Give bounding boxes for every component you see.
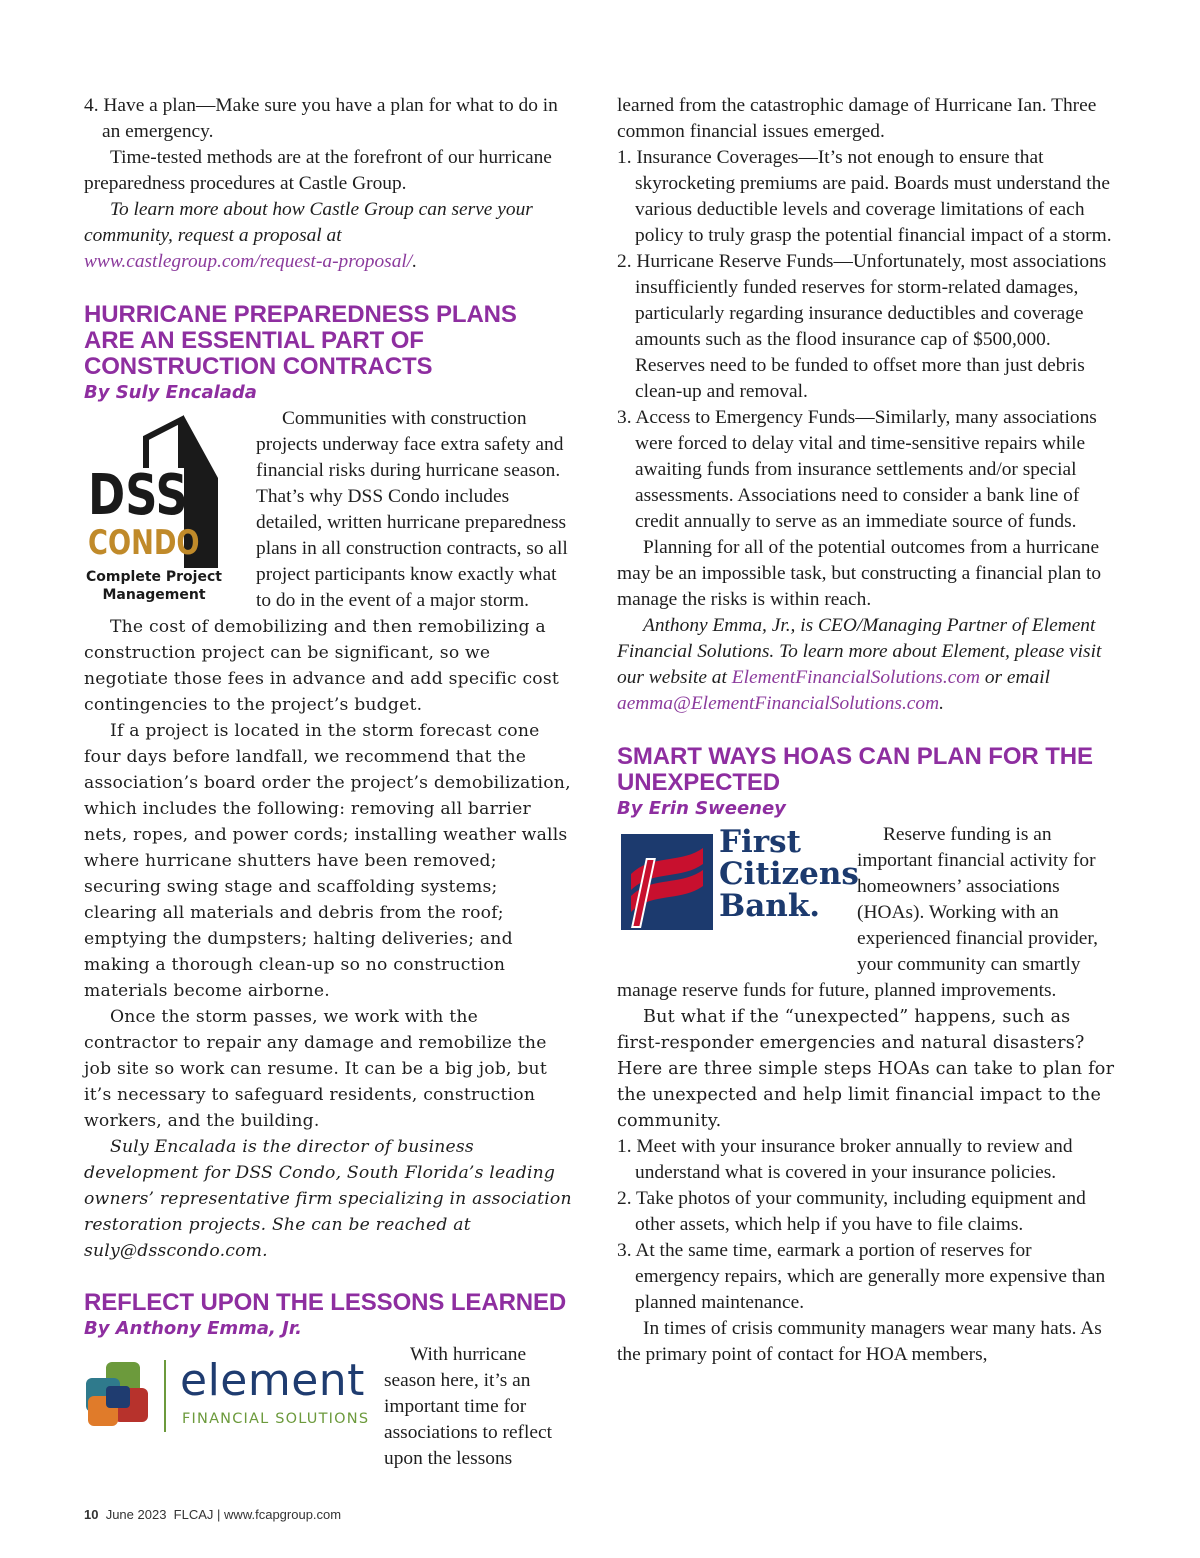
article3-byline: By Erin Sweeney bbox=[617, 798, 786, 819]
first-citizens-line3: Bank. bbox=[719, 888, 821, 924]
left-column bbox=[84, 93, 572, 1472]
article3-paragraph-2: But what if the “unexpected” happens, such as first-responder emergencies and natural disasters? Here are three simple steps HOAs can take to plan for the unexpected and help limit financial impact to the community. bbox=[617, 1007, 1115, 1131]
issue-date: June 2023 bbox=[105, 1507, 167, 1522]
element-divider bbox=[164, 1360, 166, 1432]
page-number: 10 bbox=[84, 1507, 99, 1522]
dss-tagline-line1: Complete Project bbox=[86, 569, 222, 585]
element-email-link[interactable]: aemma@ElementFinancialSolutions.com bbox=[617, 693, 940, 714]
first-citizens-line1: First bbox=[719, 824, 801, 860]
footer-url[interactable]: www.fcapgroup.com bbox=[224, 1507, 342, 1522]
article1-bio: Suly Encalada is the director of business development for DSS Condo, South Florida’s leading owners’ representative firm specializing in association restoration projects. She can be reached at suly@dsscondo.com. bbox=[84, 1137, 572, 1261]
article2-list-item-3: 3. Access to Emergency Funds—Similarly, many associations were forced to delay vital and time-sensitive repairs while awaiting funds from insurance settlements and/or special assessments. Associations need to consider a bank line of credit annually to serve as an immediate source of funds. bbox=[617, 407, 1097, 532]
intro-cta-end: . bbox=[412, 251, 418, 272]
dss-tagline-line2: Management bbox=[102, 587, 206, 603]
article1-paragraph-1: Communities with construction projects underway face extra safety and financial risks during hurricane season. That’s why DSS Condo includes detailed, written hurricane preparedness plans in all construction contracts, so all project participants know exactly what to do in the event of a major storm. bbox=[256, 408, 568, 611]
right-column bbox=[617, 93, 1117, 1368]
element-logo bbox=[84, 1342, 384, 1462]
article2-bio-end: . bbox=[939, 693, 944, 714]
intro-paragraph: Time-tested methods are at the forefront of our hurricane preparedness procedures at Castle Group. bbox=[84, 147, 552, 194]
intro-list-item-4: 4. Have a plan—Make sure you have a plan for what to do in an emergency. bbox=[84, 95, 558, 142]
article2-paragraph-1: With hurricane season here, it’s an important time for associations to reflect upon the lessons bbox=[384, 1344, 552, 1469]
article2-byline: By Anthony Emma, Jr. bbox=[84, 1318, 302, 1339]
dss-logo-name: DSS bbox=[88, 463, 188, 528]
element-website-link[interactable]: ElementFinancialSolutions.com bbox=[731, 667, 980, 688]
publication-name: FLCAJ bbox=[173, 1507, 214, 1522]
article2-bio-text: Anthony Emma, Jr., is CEO/Managing Partner of Element Financial Solutions. To learn more about Element, please visit our website at bbox=[617, 615, 1102, 688]
article1-byline: By Suly Encalada bbox=[84, 382, 257, 403]
element-logo-name: element bbox=[180, 1355, 365, 1406]
article2-bio-mid: or email bbox=[980, 667, 1051, 688]
intro-cta bbox=[84, 197, 572, 275]
element-squares-icon bbox=[84, 1360, 156, 1432]
element-logo-sub: FINANCIAL SOLUTIONS bbox=[182, 1411, 370, 1427]
article1-paragraph-2: The cost of demobilizing and then remobilizing a construction project can be significant, so we negotiate those fees in advance and add specific cost contingencies to the project’s budget. bbox=[84, 617, 559, 715]
article2-paragraph-2: Planning for all of the potential outcomes from a hurricane may be an impossible task, but constructing a financial plan to manage the risks is within reach. bbox=[617, 537, 1102, 610]
footer-separator: | bbox=[217, 1507, 221, 1522]
dss-logo-tagline bbox=[84, 568, 224, 604]
article3-paragraph-1: Reserve funding is an important financial activity for homeowners’ associations (HOAs). Working with an experienced financial provider, your community can smartly manage reserve funds for future, planned improvements. bbox=[617, 824, 1098, 1001]
first-citizens-flag-icon bbox=[621, 834, 713, 930]
article3-list-item-3: 3. At the same time, earmark a portion of reserves for emergency repairs, which are generally more expensive than planned maintenance. bbox=[617, 1240, 1106, 1313]
article3-list-item-2: 2. Take photos of your community, including equipment and other assets, which help if you have to file claims. bbox=[617, 1188, 1086, 1235]
article1-title: HURRICANE PREPAREDNESS PLANS ARE AN ESSENTIAL PART OF CONSTRUCTION CONTRACTS bbox=[84, 301, 517, 380]
dss-logo-sub: CONDO bbox=[88, 523, 200, 563]
first-citizens-line2: Citizens bbox=[719, 856, 859, 892]
first-citizens-wordmark bbox=[719, 826, 859, 922]
article1-paragraph-3: If a project is located in the storm forecast cone four days before landfall, we recommend that the association’s board order the project’s demobilization, which includes the following: removing all barrier nets, ropes, and power cords; installing weather walls where hurricane shutters have been removed; securing swing stage and scaffolding systems; clearing all materials and debris from the roof; emptying the dumpsters; halting deliveries; and making a thorough clean-up so no construction materials become airborne. bbox=[84, 721, 571, 1001]
article2-list-item-1: 1. Insurance Coverages—It’s not enough to ensure that skyrocketing premiums are paid. Boards must understand the various deductible levels and coverage limitations of each policy to truly grasp the potential financial impact of a storm. bbox=[617, 147, 1112, 246]
article3-paragraph-3: In times of crisis community managers wear many hats. As the primary point of contact for HOA members, bbox=[617, 1318, 1102, 1365]
page-footer bbox=[84, 1505, 341, 1525]
article1-paragraph-4: Once the storm passes, we work with the contractor to repair any damage and remobilize the job site so work can resume. It can be a big job, but it’s necessary to safeguard residents, construction workers, and the building. bbox=[84, 1007, 547, 1131]
castle-proposal-link[interactable]: www.castlegroup.com/request-a-proposal/ bbox=[84, 251, 413, 272]
dss-condo-logo bbox=[84, 406, 256, 614]
article3-title: SMART WAYS HOAS CAN PLAN FOR THE UNEXPECTED bbox=[617, 743, 1093, 796]
intro-cta-text: To learn more about how Castle Group can serve your community, request a proposal at bbox=[84, 199, 533, 246]
article3-list-item-1: 1. Meet with your insurance broker annually to review and understand what is covered in your insurance policies. bbox=[617, 1136, 1073, 1183]
article2-bio bbox=[617, 613, 1117, 717]
article2-list-item-2: 2. Hurricane Reserve Funds—Unfortunately, most associations insufficiently funded reserves for storm-related damages, particularly regarding insurance deductibles and coverage amounts such as the flood insurance cap of $500,000. Reserves need to be funded to offset more than just debris clean-up and removal. bbox=[617, 251, 1107, 402]
article2-paragraph-cont: learned from the catastrophic damage of Hurricane Ian. Three common financial issues emerged. bbox=[617, 95, 1097, 142]
article2-title: REFLECT UPON THE LESSONS LEARNED bbox=[84, 1289, 567, 1316]
first-citizens-logo bbox=[617, 822, 857, 972]
